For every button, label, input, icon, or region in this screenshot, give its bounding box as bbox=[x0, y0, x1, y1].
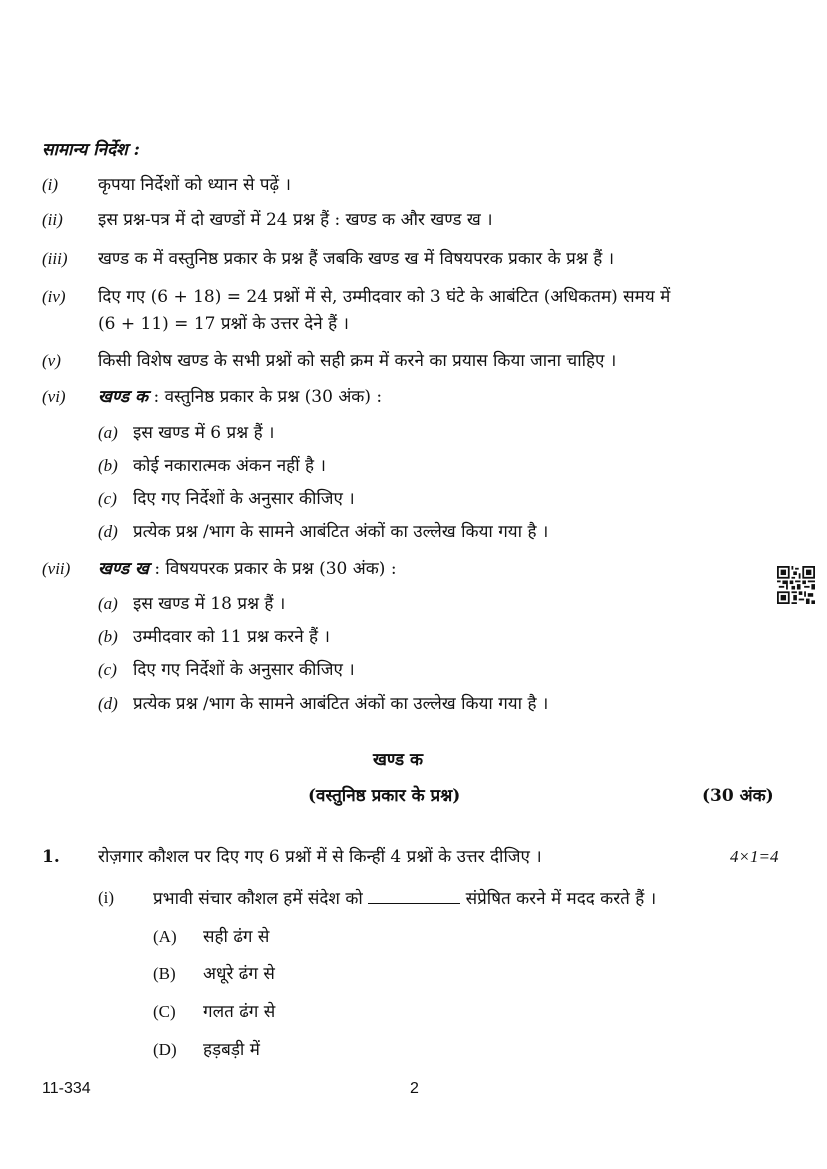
section-b-name: खण्ड ख bbox=[98, 559, 149, 579]
question-marks: 4×1=4 bbox=[730, 847, 779, 866]
qr-code-icon bbox=[777, 566, 815, 604]
sub-question-label: (i) bbox=[98, 888, 115, 907]
instruction-label: (vi) bbox=[42, 387, 66, 406]
sub-question-before: प्रभावी संचार कौशल हमें संदेश को bbox=[153, 889, 363, 909]
sub-text: इस खण्ड में 6 प्रश्न हैं । bbox=[133, 423, 275, 443]
instruction-label: (vii) bbox=[42, 559, 71, 578]
section-a-name: खण्ड क bbox=[98, 387, 149, 407]
section-title: खण्ड क bbox=[373, 750, 424, 770]
sub-text: दिए गए निर्देशों के अनुसार कीजिए । bbox=[133, 489, 355, 509]
instruction-text: किसी विशेष खण्ड के सभी प्रश्नों को सही क्रम में करने का प्रयास किया जाना चाहिए । bbox=[98, 351, 617, 371]
option-text: अधूरे ढंग से bbox=[203, 964, 275, 984]
sub-text: दिए गए निर्देशों के अनुसार कीजिए । bbox=[133, 660, 355, 680]
instruction-text-line1: दिए गए (6 + 18) = 24 प्रश्नों में से, उम्मीदवार को 3 घंटे के आबंटित (अधिकतम) समय में bbox=[98, 287, 671, 307]
section-b-desc: : विषयपरक प्रकार के प्रश्न (30 अंक) : bbox=[154, 559, 397, 579]
sub-label: (b) bbox=[98, 456, 118, 475]
sub-label: (c) bbox=[98, 660, 117, 679]
sub-label: (a) bbox=[98, 594, 118, 613]
instruction-label: (v) bbox=[42, 351, 61, 370]
option-text: सही ढंग से bbox=[203, 927, 270, 947]
option-label: (C) bbox=[153, 1002, 176, 1021]
section-a-desc: : वस्तुनिष्ठ प्रकार के प्रश्न (30 अंक) : bbox=[153, 387, 383, 407]
option-label: (A) bbox=[153, 927, 177, 946]
question-text: रोज़गार कौशल पर दिए गए 6 प्रश्नों में से किन्हीं 4 प्रश्नों के उत्तर दीजिए । bbox=[98, 847, 542, 867]
sub-text: इस खण्ड में 18 प्रश्न हैं । bbox=[133, 594, 286, 614]
sub-text: प्रत्येक प्रश्न /भाग के सामने आबंटित अंकों का उल्लेख किया गया है । bbox=[133, 522, 549, 542]
option-text: गलत ढंग से bbox=[203, 1002, 276, 1022]
sub-label: (c) bbox=[98, 489, 117, 508]
instruction-text-line2: (6 + 11) = 17 प्रश्नों के उत्तर देने हैं । bbox=[98, 314, 349, 334]
instruction-label: (iii) bbox=[42, 249, 68, 268]
instruction-text bbox=[98, 558, 397, 580]
question-number: 1. bbox=[42, 847, 60, 867]
instruction-label: (i) bbox=[42, 175, 59, 194]
sub-question-after: संप्रेषित करने में मदद करते हैं । bbox=[465, 889, 657, 909]
instructions-heading: सामान्य निर्देश : bbox=[42, 140, 140, 160]
instruction-label: (ii) bbox=[42, 210, 63, 229]
sub-text: कोई नकारात्मक अंकन नहीं है । bbox=[133, 456, 326, 476]
instruction-text: खण्ड क में वस्तुनिष्ठ प्रकार के प्रश्न हैं जबकि खण्ड ख में विषयपरक प्रकार के प्रश्न हैं । bbox=[98, 249, 615, 269]
instruction-text bbox=[98, 386, 382, 408]
answer-blank bbox=[368, 887, 460, 904]
option-label: (D) bbox=[153, 1040, 177, 1059]
instruction-label: (iv) bbox=[42, 287, 66, 306]
sub-label: (b) bbox=[98, 627, 118, 646]
instruction-text: कृपया निर्देशों को ध्यान से पढ़ें । bbox=[98, 175, 291, 195]
sub-label: (d) bbox=[98, 694, 118, 713]
sub-label: (a) bbox=[98, 423, 118, 442]
sub-text: प्रत्येक प्रश्न /भाग के सामने आबंटित अंकों का उल्लेख किया गया है । bbox=[133, 694, 549, 714]
section-subtitle: (वस्तुनिष्ठ प्रकार के प्रश्न) bbox=[308, 786, 461, 806]
paper-code: 11-334 bbox=[42, 1080, 91, 1097]
page-number: 2 bbox=[410, 1080, 419, 1097]
sub-label: (d) bbox=[98, 522, 118, 541]
instruction-text: इस प्रश्न-पत्र में दो खण्डों में 24 प्रश्न हैं : खण्ड क और खण्ड ख । bbox=[98, 210, 493, 230]
option-label: (B) bbox=[153, 964, 176, 983]
section-marks: (30 अंक) bbox=[702, 786, 774, 806]
sub-question-text bbox=[153, 887, 656, 910]
sub-text: उम्मीदवार को 11 प्रश्न करने हैं । bbox=[133, 627, 330, 647]
option-text: हड़बड़ी में bbox=[203, 1040, 260, 1060]
